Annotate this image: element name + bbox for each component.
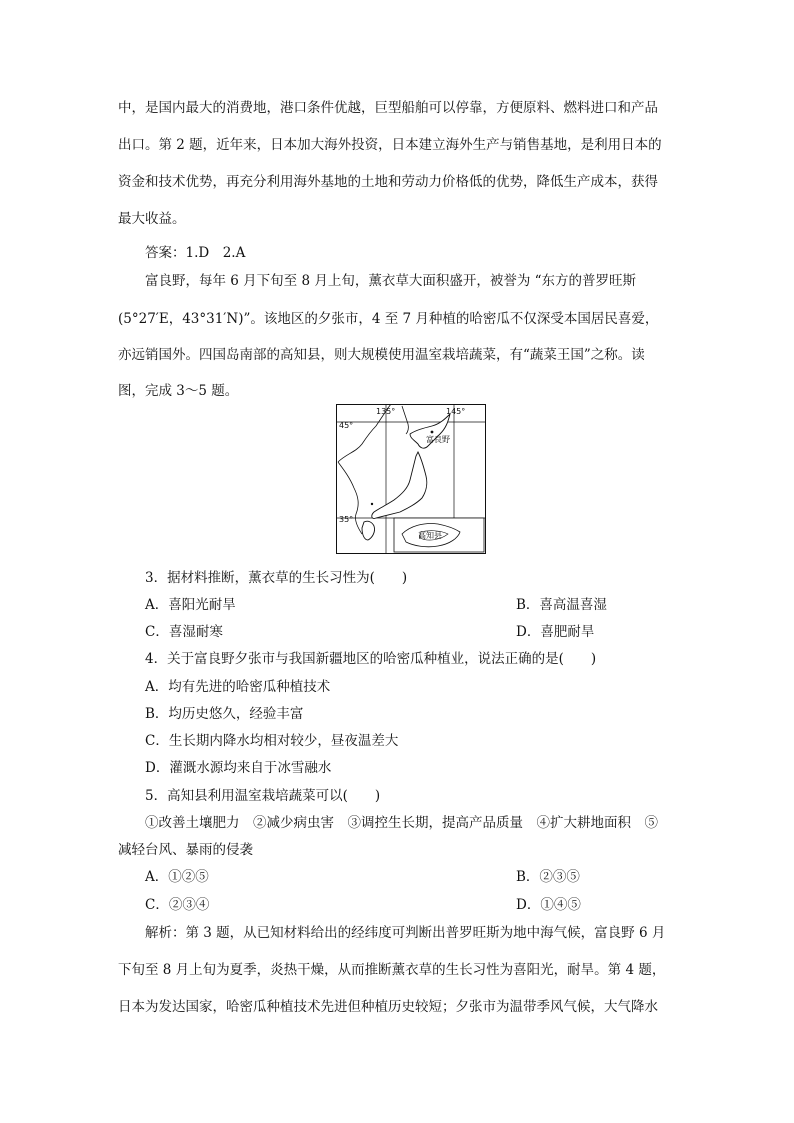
q4-stem: 4．关于富良野夕张市与我国新疆地区的哈密瓜种植业，说法正确的是( ) [145, 651, 597, 667]
q4-option-d: D．灌溉水源均来自于冰雪融水 [145, 760, 332, 776]
q3-option-a: A．喜阳光耐旱 [145, 597, 236, 613]
q5-option-b: B．②③⑤ [516, 869, 580, 885]
q5-option-d: D．①④⑤ [516, 897, 581, 913]
label-lon-135: 135° [376, 407, 396, 416]
answer-1-2: 答案：1.D 2.A [145, 245, 246, 261]
explanation-line-2: 出口。第 2 题，近年来，日本加大海外投资，日本建立海外生产与销售基地，是利用日本的 [118, 137, 662, 153]
analysis-line-2: 下旬至 8 月上旬为夏季，炎热干燥，从而推断薰衣草的生长习性为喜阳光，耐旱。第 4 题， [118, 962, 666, 978]
explanation-line-4: 最大收益。 [118, 211, 186, 227]
q4-option-c: C．生长期内降水均相对较少，昼夜温差大 [145, 733, 399, 749]
analysis-line-3: 日本为发达国家，哈密瓜种植技术先进但种植历史较短；夕张市为温带季风气候，大气降水 [118, 999, 658, 1015]
analysis-line-1: 解析：第 3 题，从已知材料给出的经纬度可判断出普罗旺斯为地中海气候，富良野 6 月 [145, 925, 666, 941]
material-line-3: 亦远销国外。四国岛南部的高知县，则大规模使用温室栽培蔬菜，有“蔬菜王国”之称。读 [118, 347, 645, 363]
q4-option-a: A．均有先进的哈密瓜种植技术 [145, 679, 331, 695]
q5-items-line-2: 减轻台风、暴雨的侵袭 [118, 842, 253, 858]
label-lon-145: 145° [446, 407, 466, 416]
q3-option-d: D．喜肥耐旱 [516, 624, 595, 640]
q5-items-line-1: ①改善土壤肥力 ②减少病虫害 ③调控生长期，提高产品质量 ④扩大耕地面积 ⑤ [145, 815, 658, 831]
q3-option-c: C．喜湿耐寒 [145, 624, 223, 640]
material-line-2: (5°27′E，43°31′N)”。该地区的夕张市，4 至 7 月种植的哈密瓜不仅深受本国居民喜爱， [118, 311, 659, 327]
q5-option-a: A．①②⑤ [145, 869, 209, 885]
label-kochi: 高知县 [418, 531, 442, 540]
label-lat-45: 45° [339, 421, 354, 430]
label-furano: 富良野 [426, 435, 450, 444]
furano-point [431, 431, 434, 434]
japan-map-figure [336, 404, 486, 554]
q3-stem: 3．据材料推断，薰衣草的生长习性为( ) [145, 570, 408, 586]
q4-option-b: B．均历史悠久，经验丰富 [145, 706, 304, 722]
material-line-1: 富良野，每年 6 月下旬至 8 月上旬，薰衣草大面积盛开，被誉为 “东方的普罗旺斯 [145, 273, 637, 289]
material-line-4: 图，完成 3～5 题。 [118, 383, 239, 399]
explanation-line-1: 中，是国内最大的消费地，港口条件优越，巨型船舶可以停靠，方便原料、燃料进口和产品 [118, 100, 658, 116]
q5-stem: 5．高知县利用温室栽培蔬菜可以( ) [145, 788, 381, 804]
label-lat-35: 35° [339, 515, 354, 524]
q3-option-b: B．喜高温喜湿 [516, 597, 607, 613]
q5-option-c: C．②③④ [145, 897, 210, 913]
city-point [371, 503, 373, 505]
explanation-line-3: 资金和技术优势，再充分利用海外基地的土地和劳动力价格低的优势，降低生产成本，获得 [118, 174, 658, 190]
